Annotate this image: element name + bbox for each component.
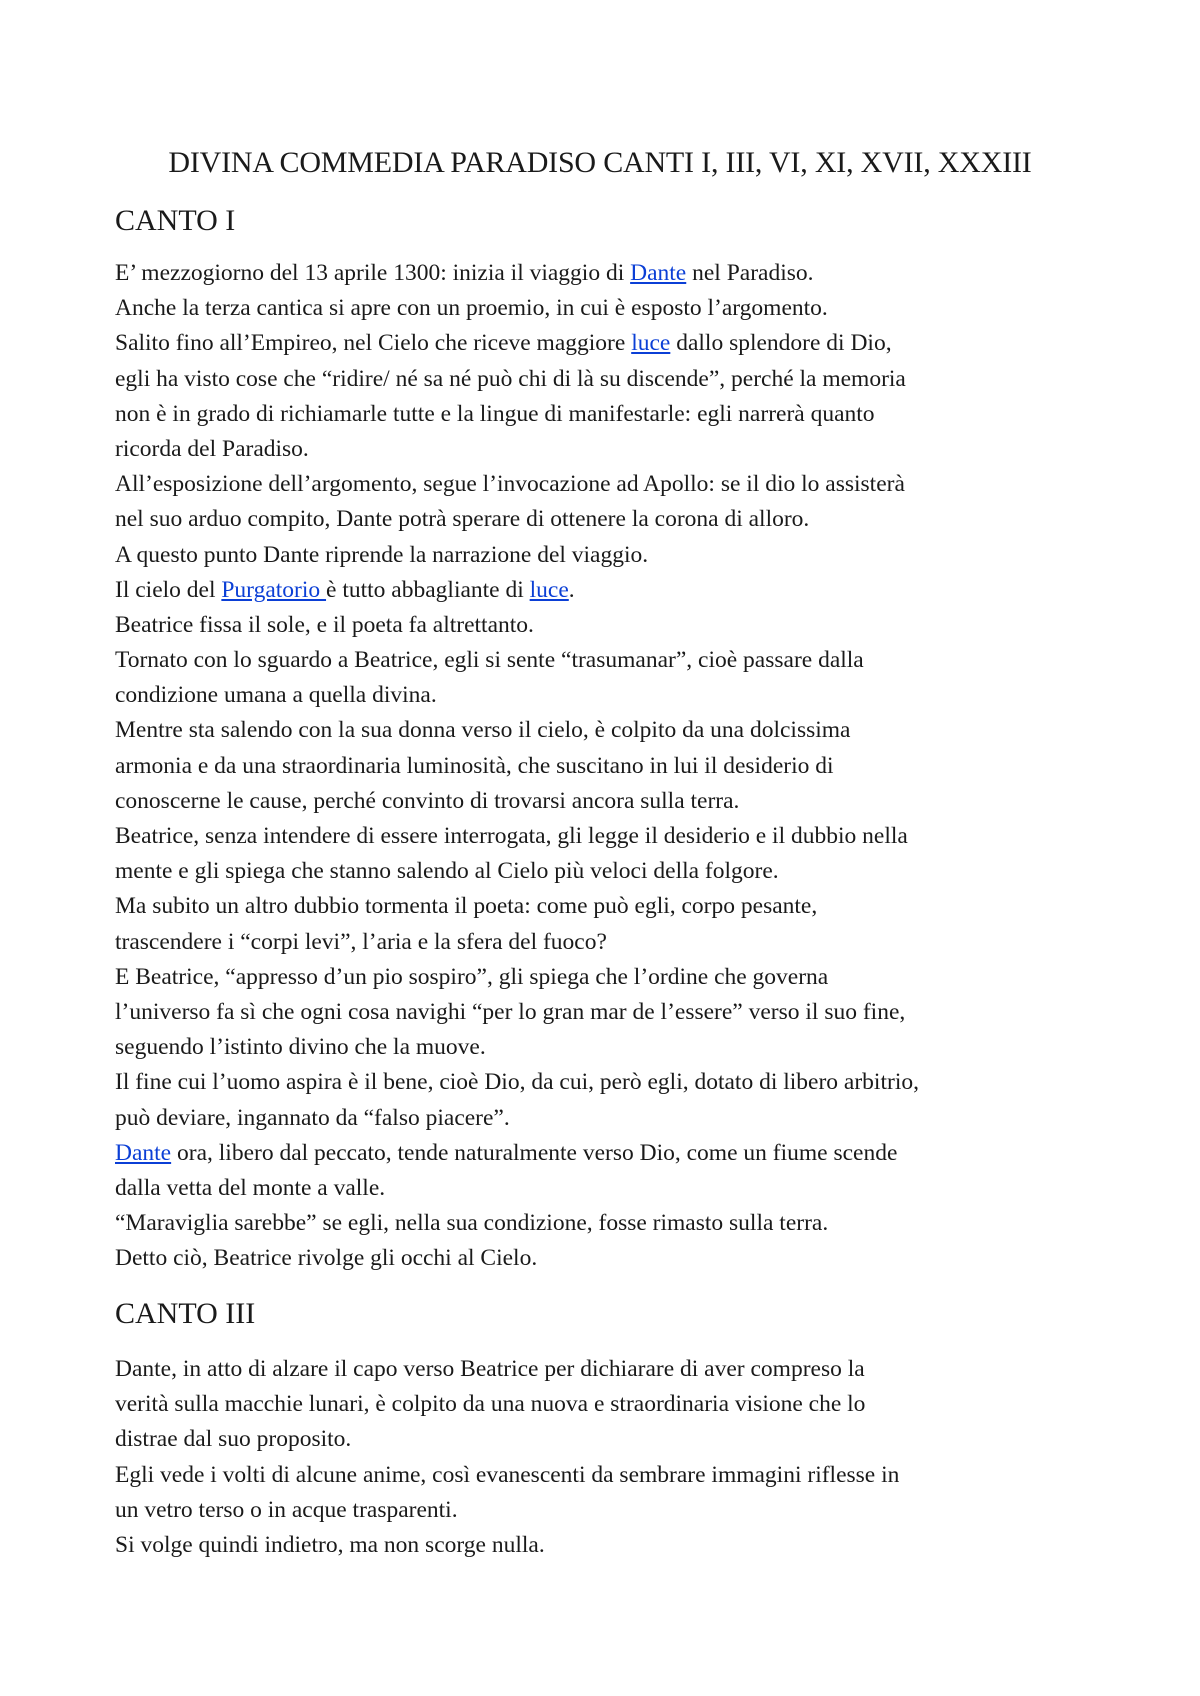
text-segment: conoscerne le cause, perché convinto di trovarsi ancora sulla terra. bbox=[115, 787, 740, 814]
text-line bbox=[115, 538, 1105, 573]
text-line bbox=[115, 1528, 1105, 1563]
text-segment: A questo punto Dante riprende la narrazione del viaggio. bbox=[115, 541, 649, 568]
text-segment: può deviare, ingannato da “falso piacere”. bbox=[115, 1104, 510, 1131]
text-segment: trascendere i “corpi levi”, l’aria e la sfera del fuoco? bbox=[115, 928, 607, 955]
text-segment: condizione umana a quella divina. bbox=[115, 682, 437, 709]
text-line bbox=[115, 1065, 1105, 1100]
text-line bbox=[115, 1101, 1105, 1136]
canto-iii-body bbox=[115, 1352, 1105, 1563]
text-segment: Mentre sta salendo con la sua donna verso il cielo, è colpito da una dolcissima bbox=[115, 717, 851, 744]
text-line bbox=[115, 854, 1105, 889]
text-segment: ora, libero dal peccato, tende naturalmente verso Dio, come un fiume scende bbox=[171, 1139, 898, 1166]
text-line bbox=[115, 608, 1105, 643]
text-segment: Si volge quindi indietro, ma non scorge nulla. bbox=[115, 1531, 545, 1558]
text-segment: Anche la terza cantica si apre con un proemio, in cui è esposto l’argomento. bbox=[115, 295, 828, 322]
hyperlink[interactable]: luce bbox=[529, 576, 569, 603]
text-segment: Beatrice fissa il sole, e il poeta fa altrettanto. bbox=[115, 611, 534, 638]
text-segment: ricorda del Paradiso. bbox=[115, 435, 309, 462]
text-segment: Salito fino all’Empireo, nel Cielo che riceve maggiore bbox=[115, 330, 632, 357]
text-segment: nel suo arduo compito, Dante potrà sperare di ottenere la corona di alloro. bbox=[115, 506, 810, 533]
text-segment: E Beatrice, “appresso d’un pio sospiro”, gli spiega che l’ordine che governa bbox=[115, 963, 829, 990]
text-segment: All’esposizione dell’argomento, segue l’invocazione ad Apollo: se il dio lo assisterà bbox=[115, 471, 905, 498]
text-segment: Tornato con lo sguardo a Beatrice, egli si sente “trasumanar”, cioè passare dalla bbox=[115, 647, 864, 674]
text-line bbox=[115, 502, 1105, 537]
text-segment: Detto ciò, Beatrice rivolge gli occhi al Cielo. bbox=[115, 1245, 538, 1272]
text-segment: . bbox=[568, 576, 575, 603]
hyperlink[interactable]: Dante bbox=[115, 1139, 172, 1166]
text-line bbox=[115, 397, 1105, 432]
text-line bbox=[115, 819, 1105, 854]
text-line bbox=[115, 573, 1105, 608]
text-segment: dallo splendore di Dio, bbox=[670, 330, 892, 357]
text-segment: è tutto abbagliante di bbox=[326, 576, 530, 603]
text-line bbox=[115, 678, 1105, 713]
text-line bbox=[115, 995, 1105, 1030]
text-segment: Beatrice, senza intendere di essere interrogata, gli legge il desiderio e il dubbio nella bbox=[115, 823, 908, 849]
text-line bbox=[115, 1422, 1105, 1457]
text-line bbox=[115, 889, 1105, 924]
text-segment: un vetro terso o in acque trasparenti. bbox=[115, 1496, 458, 1523]
text-segment: mente e gli spiega che stanno salendo al Cielo più veloci della folgore. bbox=[115, 858, 779, 885]
text-segment: “Maraviglia sarebbe” se egli, nella sua condizione, fosse rimasto sulla terra. bbox=[115, 1210, 829, 1237]
document-title: DIVINA COMMEDIA PARADISO CANTI I, III, VI, XI, XVII, XXXIII bbox=[168, 146, 1032, 179]
text-segment: E’ mezzogiorno del 13 aprile 1300: inizia il viaggio di bbox=[115, 260, 631, 286]
text-line bbox=[115, 749, 1105, 784]
hyperlink[interactable]: Purgatorio bbox=[221, 576, 327, 603]
hyperlink[interactable]: Dante bbox=[630, 260, 687, 286]
text-segment: l’universo fa sì che ogni cosa navighi “per lo gran mar de l’essere” verso il suo fine, bbox=[115, 998, 906, 1025]
text-line bbox=[115, 1171, 1105, 1206]
text-line bbox=[115, 925, 1105, 960]
text-line bbox=[115, 432, 1105, 467]
text-segment: nel Paradiso. bbox=[686, 260, 814, 286]
text-line bbox=[115, 1352, 1105, 1387]
text-segment: non è in grado di richiamarle tutte e la lingue di manifestarle: egli narrerà quanto bbox=[115, 400, 875, 427]
text-segment: Il fine cui l’uomo aspira è il bene, cioè Dio, da cui, però egli, dotato di libero arbitrio, bbox=[115, 1069, 919, 1096]
text-segment: verità sulla macchie lunari, è colpito da una nuova e straordinaria visione che lo bbox=[115, 1391, 866, 1418]
text-line bbox=[115, 1493, 1105, 1528]
canto-i-heading: CANTO I bbox=[115, 204, 236, 237]
text-line bbox=[115, 1387, 1105, 1422]
text-segment: seguendo l’istinto divino che la muove. bbox=[115, 1034, 486, 1061]
text-segment: Ma subito un altro dubbio tormenta il poeta: come può egli, corpo pesante, bbox=[115, 893, 818, 920]
text-line bbox=[115, 467, 1105, 502]
text-line bbox=[115, 960, 1105, 995]
canto-i-body bbox=[115, 256, 1105, 1276]
text-line bbox=[115, 713, 1105, 748]
canto-iii-heading: CANTO III bbox=[115, 1297, 256, 1330]
text-segment: Il cielo del bbox=[115, 576, 222, 603]
text-line bbox=[115, 643, 1105, 678]
text-line bbox=[115, 326, 1105, 361]
text-line bbox=[115, 291, 1105, 326]
text-line bbox=[115, 1458, 1105, 1493]
text-line bbox=[115, 362, 1105, 397]
text-segment: distrae dal suo proposito. bbox=[115, 1426, 352, 1453]
hyperlink[interactable]: luce bbox=[631, 330, 671, 357]
text-segment: armonia e da una straordinaria luminosità, che suscitano in lui il desiderio di bbox=[115, 752, 834, 779]
text-line bbox=[115, 784, 1105, 819]
text-line bbox=[115, 1241, 1105, 1276]
text-line bbox=[115, 1206, 1105, 1241]
text-segment: egli ha visto cose che “ridire/ né sa né può chi di là su discende”, perché la memoria bbox=[115, 365, 906, 392]
text-segment: Egli vede i volti di alcune anime, così evanescenti da sembrare immagini riflesse in bbox=[115, 1461, 900, 1488]
text-line bbox=[115, 1136, 1105, 1171]
text-segment: Dante, in atto di alzare il capo verso Beatrice per dichiarare di aver compreso la bbox=[115, 1356, 865, 1382]
text-segment: dalla vetta del monte a valle. bbox=[115, 1174, 386, 1201]
text-line bbox=[115, 1030, 1105, 1065]
text-line bbox=[115, 256, 1105, 291]
